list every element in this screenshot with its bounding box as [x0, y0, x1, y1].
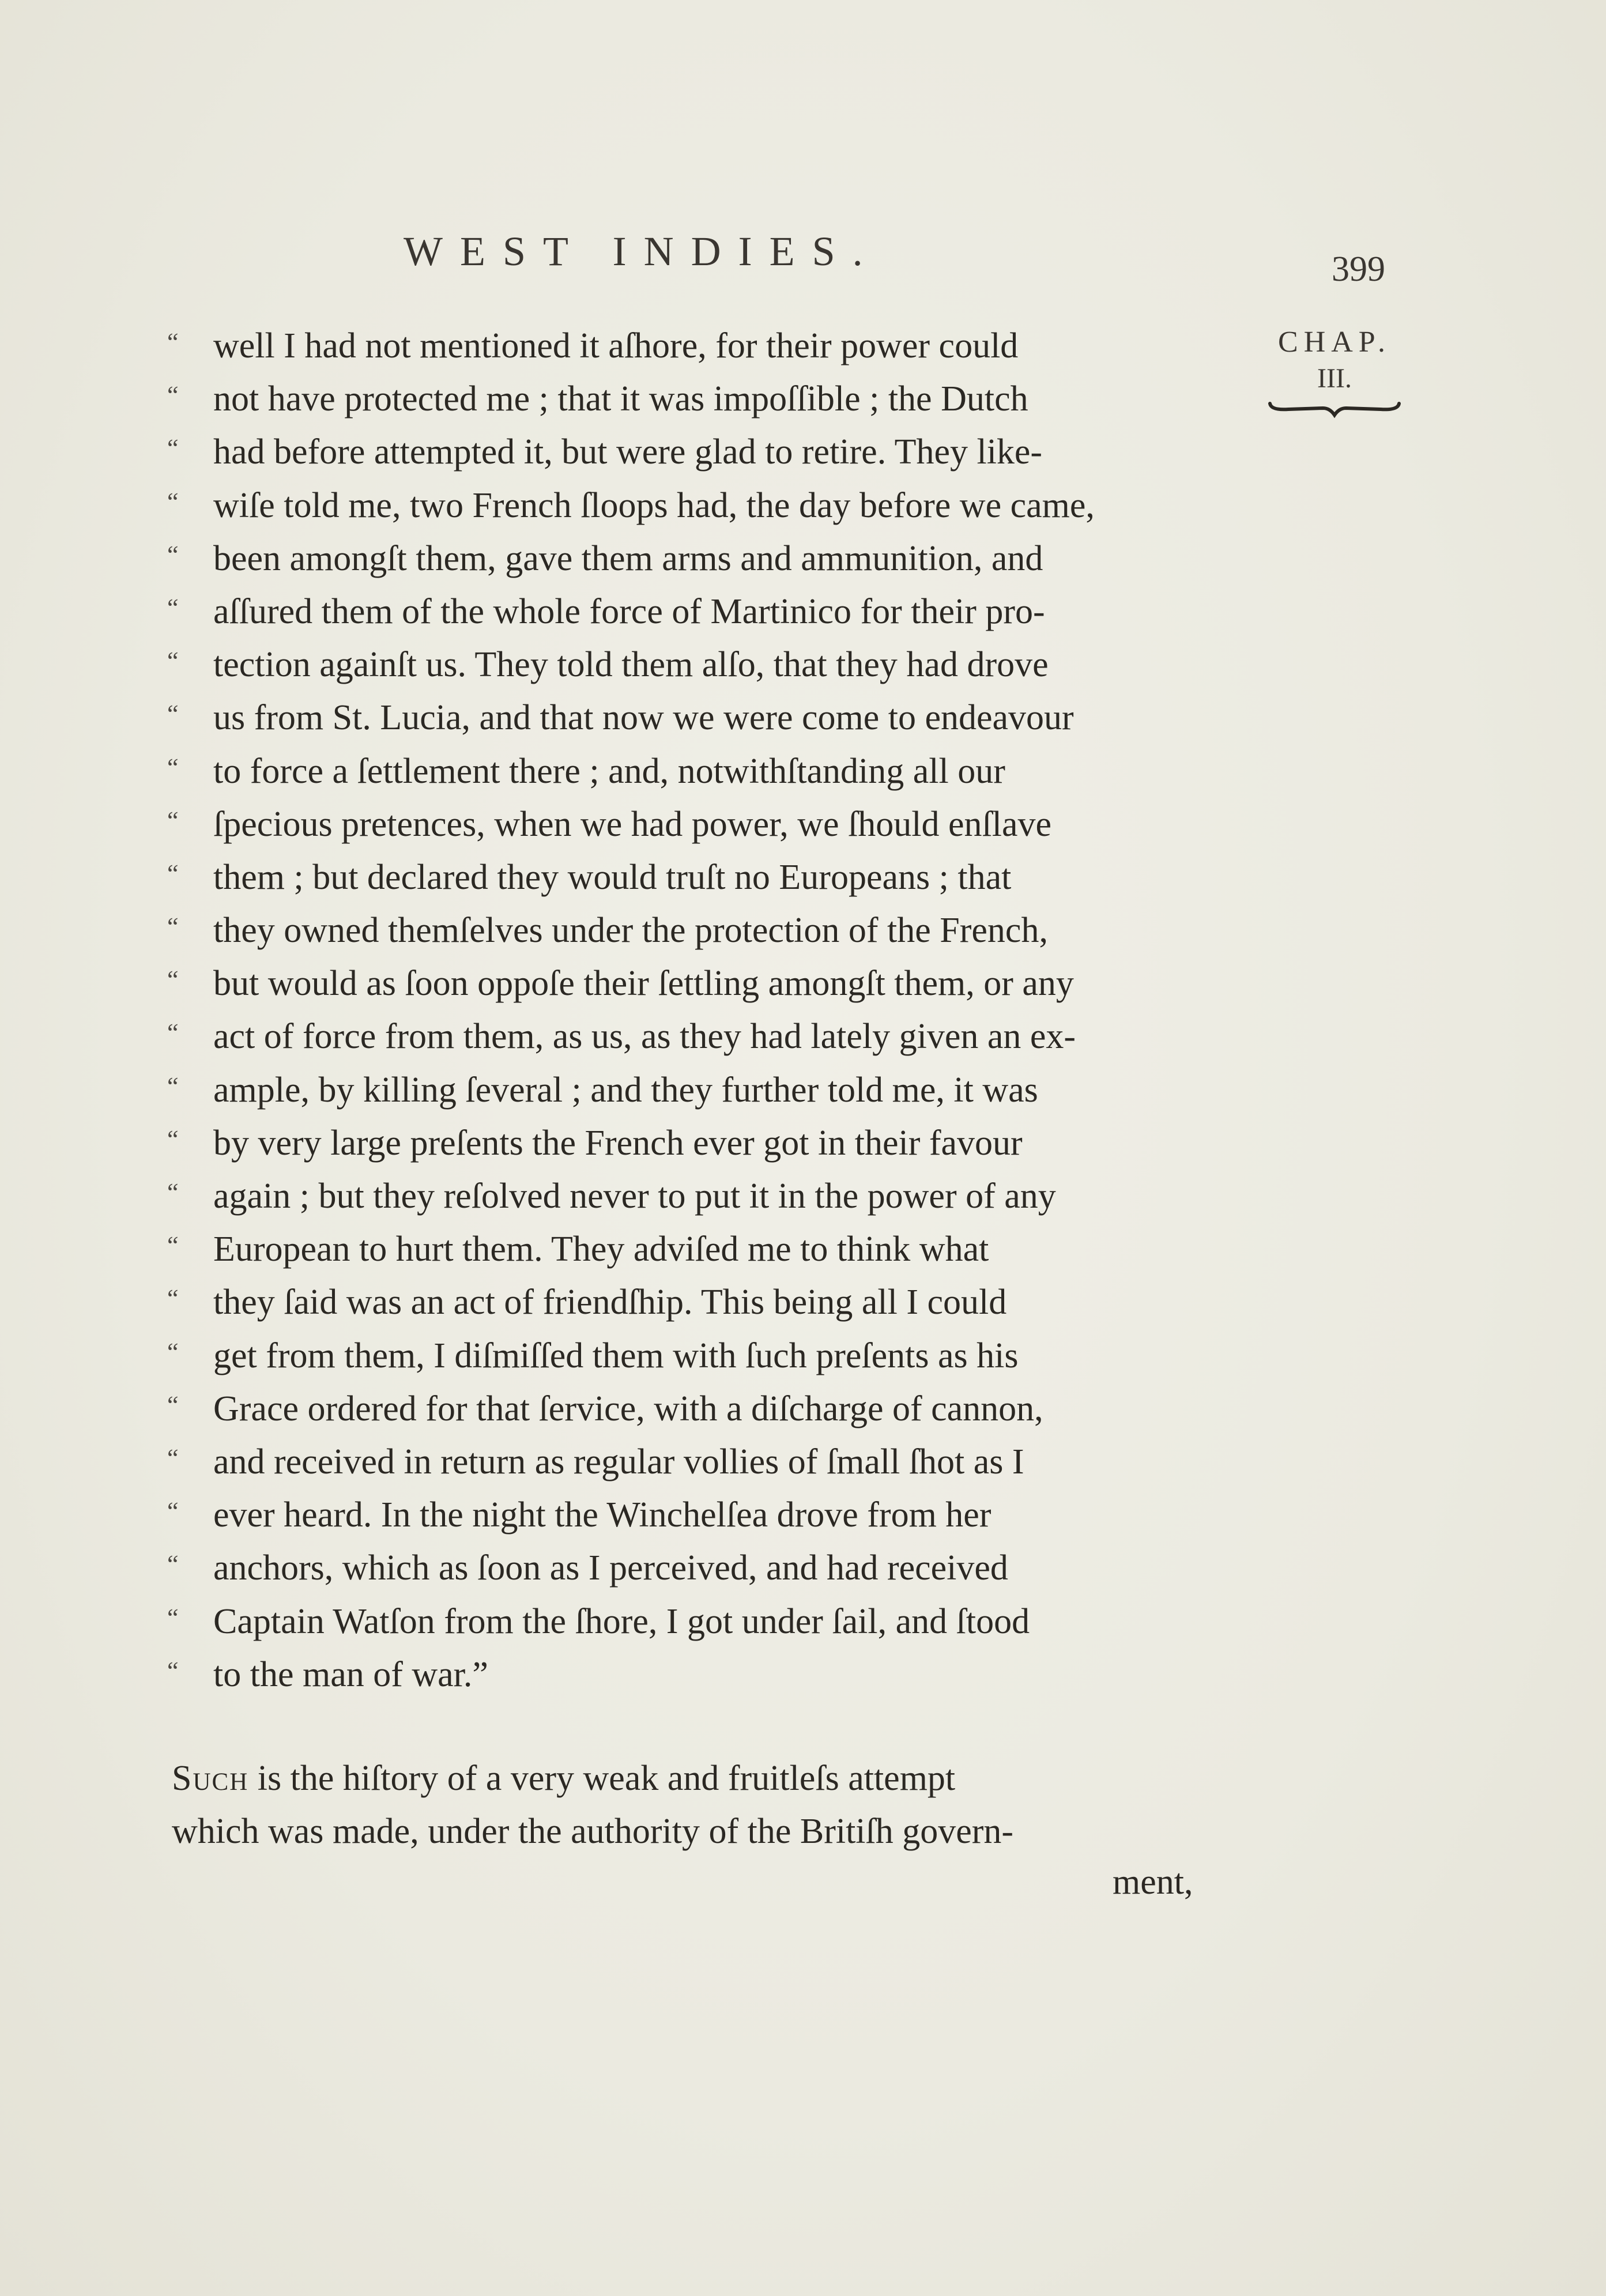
- quoted-line-text: us from St. Lucia, and that now we were come to endeavour: [213, 698, 1074, 738]
- quoted-line-text: they ſaid was an act of friendſhip. This being all I could: [213, 1283, 1007, 1322]
- quoted-line: [167, 1226, 1239, 1279]
- quote-mark: “: [167, 1125, 179, 1153]
- quote-mark: “: [167, 381, 179, 410]
- quoted-line: [167, 1386, 1239, 1439]
- quote-mark: “: [167, 753, 179, 782]
- quote-mark: “: [167, 966, 179, 994]
- quoted-line-text: and received in return as regular vollies of ſmall ſhot as I: [213, 1442, 1024, 1481]
- quoted-line-text: well I had not mentioned it aſhore, for their power could: [213, 326, 1019, 365]
- quoted-line: [167, 1492, 1239, 1545]
- quoted-line-text: get from them, I diſmiſſed them with ſuch preſents as his: [213, 1336, 1019, 1375]
- paragraph-first-word: Such: [172, 1759, 249, 1798]
- quoted-line: [167, 1652, 1239, 1705]
- body-paragraph: [172, 1755, 1232, 1861]
- quote-mark: “: [167, 1072, 179, 1100]
- quoted-line: [167, 589, 1239, 642]
- paragraph-line: which was made, under the authority of the Britiſh govern-: [172, 1812, 1014, 1851]
- quote-mark: “: [167, 1178, 179, 1207]
- quote-mark: “: [167, 1443, 179, 1472]
- quoted-line-text: them ; but declared they would truſt no Europeans ; that: [213, 857, 1012, 897]
- quoted-line: [167, 1067, 1239, 1120]
- quoted-line-text: Captain Watſon from the ſhore, I got under ſail, and ſtood: [213, 1601, 1030, 1641]
- quote-mark: “: [167, 593, 179, 622]
- quoted-line: [167, 1439, 1239, 1492]
- quoted-line-text: aſſured them of the whole force of Martinico for their pro-: [213, 591, 1045, 631]
- quoted-line-text: to force a ſettlement there ; and, notwithſtanding all our: [213, 751, 1005, 791]
- quoted-line: [167, 907, 1239, 960]
- margin-note: [1251, 323, 1418, 419]
- quote-mark: “: [167, 1390, 179, 1419]
- quoted-line-text: Grace ordered for that ſervice, with a diſcharge of cannon,: [213, 1389, 1043, 1428]
- quoted-line-text: ample, by killing ſeveral ; and they further told me, it was: [213, 1070, 1038, 1110]
- quoted-line: [167, 1173, 1239, 1226]
- quoted-line: [167, 1598, 1239, 1652]
- chapter-label: CHAP.: [1278, 326, 1391, 359]
- quoted-line-text: they owned themſelves under the protection of the French,: [213, 911, 1048, 951]
- brace-ornament: [1265, 395, 1404, 419]
- quoted-line: [167, 482, 1239, 536]
- quote-mark: “: [167, 647, 179, 676]
- quoted-line: [167, 536, 1239, 589]
- quote-mark: “: [167, 328, 179, 356]
- catchword: ment,: [1113, 1863, 1193, 1902]
- quoted-letter: [167, 323, 1239, 1705]
- quoted-line: [167, 801, 1239, 854]
- quoted-line: [167, 1013, 1239, 1066]
- quoted-line-text: again ; but they reſolved never to put it in the power of any: [213, 1177, 1056, 1216]
- quote-mark: “: [167, 1497, 179, 1526]
- quote-mark: “: [167, 540, 179, 569]
- quote-mark: “: [167, 487, 179, 516]
- quoted-line-text: ſpecious pretences, when we had power, we ſhould enſlave: [213, 804, 1052, 844]
- quoted-line-text: ever heard. In the night the Winchelſea drove from her: [213, 1495, 992, 1535]
- quote-mark: “: [167, 700, 179, 729]
- quote-mark: “: [167, 1231, 179, 1260]
- quoted-line-text: had before attempted it, but were glad to retire. They like-: [213, 432, 1043, 472]
- quoted-line-text: wiſe told me, two French ſloops had, the day before we came,: [213, 485, 1095, 525]
- quoted-line: [167, 1333, 1239, 1386]
- quote-mark: “: [167, 434, 179, 463]
- quoted-line: [167, 748, 1239, 801]
- quote-mark: “: [167, 1337, 179, 1366]
- quoted-line-text: not have protected me ; that it was impoſſible ; the Dutch: [213, 379, 1028, 419]
- quoted-line: [167, 1120, 1239, 1173]
- quoted-line: [167, 323, 1239, 376]
- quote-mark: “: [167, 913, 179, 941]
- quoted-line-text: but would as ſoon oppoſe their ſettling amongſt them, or any: [213, 964, 1074, 1004]
- quoted-line: [167, 1279, 1239, 1332]
- quoted-line: [167, 642, 1239, 695]
- quoted-line: [167, 1545, 1239, 1598]
- paragraph-line: [172, 1755, 1232, 1808]
- paragraph-line-text: is the hiſtory of a very weak and fruitleſs attempt: [248, 1759, 956, 1798]
- chapter-number: III.: [1317, 363, 1352, 394]
- quote-mark: “: [167, 1019, 179, 1047]
- quote-mark: “: [167, 1656, 179, 1685]
- quoted-line: [167, 960, 1239, 1013]
- page-number: 399: [1332, 250, 1385, 289]
- quoted-line-text: been amongſt them, gave them arms and ammunition, and: [213, 538, 1043, 578]
- quote-mark: “: [167, 806, 179, 835]
- quote-mark: “: [167, 1550, 179, 1579]
- running-head: WEST INDIES.: [404, 228, 880, 274]
- quoted-line-text: European to hurt them. They adviſed me to think what: [213, 1230, 989, 1269]
- quoted-line-text: anchors, which as ſoon as I perceived, and had received: [213, 1548, 1008, 1588]
- quoted-line: [167, 854, 1239, 907]
- quoted-line: [167, 695, 1239, 748]
- quoted-line-text: act of force from them, as us, as they had lately given an ex-: [213, 1017, 1076, 1057]
- quoted-line-text: to the man of war.”: [213, 1654, 488, 1694]
- quoted-line: [167, 429, 1239, 482]
- quote-mark: “: [167, 1284, 179, 1313]
- quote-mark: “: [167, 1603, 179, 1632]
- quote-mark: “: [167, 859, 179, 888]
- quoted-line-text: by very large preſents the French ever got in their favour: [213, 1123, 1023, 1163]
- quoted-line: [167, 376, 1239, 429]
- quoted-line-text: tection againſt us. They told them alſo, that they had drove: [213, 645, 1049, 685]
